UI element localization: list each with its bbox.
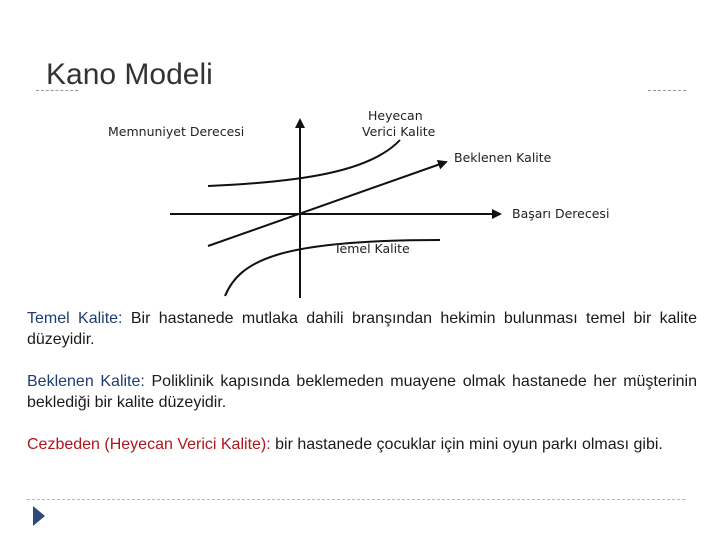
paragraph-excitement-quality [27, 434, 697, 455]
slide-title: Kano Modeli [46, 58, 213, 91]
triangle-bullet-icon [33, 506, 45, 526]
desc-excitement-quality: bir hastanede çocuklar için mini oyun parkı olması gibi. [270, 436, 663, 453]
term-expected-quality: Beklenen Kalite: [27, 373, 145, 390]
title-rule-right [648, 90, 686, 91]
expected-label: Beklenen Kalite [454, 150, 552, 165]
excitement-label-line1: Heyecan [368, 108, 423, 123]
desc-basic-quality: Bir hastanede mutlaka dahili branşından hekimin bulunması temel bir kalite düzeyidir. [27, 310, 698, 348]
title-rule-left [36, 90, 78, 91]
footer-rule [27, 499, 685, 500]
expected-curve [208, 162, 446, 246]
desc-expected-quality: Poliklinik kapısında beklemeden muayene olmak hastanede her müşterinin beklediği bir kalite düzeyidir. [27, 373, 697, 411]
term-basic-quality: Temel Kalite: [27, 310, 123, 327]
kano-diagram [100, 100, 660, 300]
excitement-curve [208, 140, 400, 186]
basic-label: Temel Kalite [334, 241, 410, 256]
excitement-label-line2: Verici Kalite [362, 124, 436, 139]
paragraph-basic-quality [27, 308, 697, 350]
x-axis-label: Başarı Derecesi [512, 206, 610, 221]
y-axis-label: Memnuniyet Derecesi [108, 124, 245, 139]
explanation-text [27, 308, 697, 476]
paragraph-expected-quality [27, 371, 697, 413]
term-excitement-quality: Cezbeden (Heyecan Verici Kalite): [27, 436, 271, 453]
